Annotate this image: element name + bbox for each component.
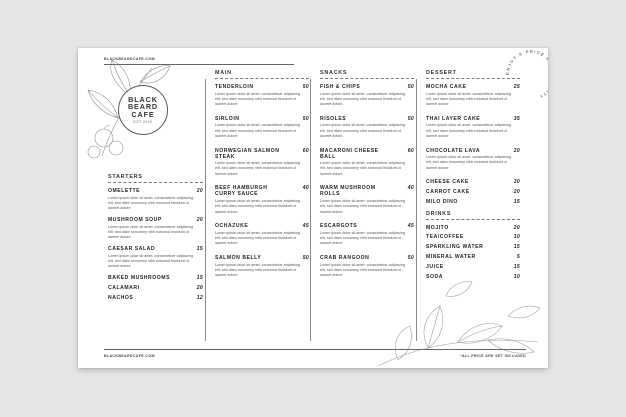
menu-sheet <box>78 48 558 368</box>
drinks-section <box>426 211 520 280</box>
snack-item <box>320 116 414 139</box>
snack-item <box>320 84 414 107</box>
logo-line-2: BEARD <box>127 102 159 112</box>
dessert-item <box>426 84 520 107</box>
main-item <box>215 255 309 278</box>
item-name: MACARONI CHEESE BALL <box>320 147 379 160</box>
item-price: 20 <box>196 216 203 223</box>
item-price: 40 <box>407 185 414 192</box>
item-name: MOJITO <box>426 224 449 231</box>
item-description: Lorem ipsum dolor sit amet, consectetuer adipiscing elit, sed diam nonummy nibh euismod tincidunt ut laoreet dolore <box>108 224 194 240</box>
item-price: 20 <box>513 224 520 231</box>
item-description: Lorem ipsum dolor sit amet, consectetuer adipiscing elit, sed diam nonummy nibh euismod tincidunt ut laoreet dolore <box>215 198 301 214</box>
drink-item <box>426 244 520 250</box>
item-name: CHEESE CAKE <box>426 179 469 186</box>
starter-item <box>108 246 203 269</box>
item-price: 45 <box>302 223 309 230</box>
item-name: JUICE <box>426 264 444 271</box>
snack-item <box>320 185 414 214</box>
dessert-item <box>426 148 520 171</box>
item-name: SALMON BELLY <box>215 254 262 261</box>
snack-item <box>320 148 414 177</box>
dessert-item <box>426 189 520 195</box>
main-section <box>215 70 309 287</box>
item-price: 35 <box>513 115 520 122</box>
starters-section <box>108 174 203 305</box>
item-name: MINERAL WATER <box>426 254 476 261</box>
item-name: CALAMARI <box>108 284 140 291</box>
item-description: Lorem ipsum dolor sit amet, consectetuer adipiscing elit, sed diam nonummy nibh euismod tincidunt ut laoreet dolore <box>108 253 194 269</box>
divider-3 <box>416 79 417 341</box>
item-name: CAESAR SALAD <box>108 245 156 252</box>
dessert-item <box>426 179 520 185</box>
cafe-logo <box>118 85 168 135</box>
main-item <box>215 116 309 139</box>
snacks-title: SNACKS <box>320 70 348 76</box>
starters-title: STARTERS <box>108 174 143 180</box>
circular-stamp-text: ENJOY & PRICE BEST QUALITY <box>504 48 558 100</box>
starter-item <box>108 188 203 211</box>
dessert-item <box>426 199 520 205</box>
item-price: 15 <box>513 198 520 205</box>
item-price: 10 <box>513 234 520 241</box>
divider-2 <box>310 79 311 341</box>
item-description: Lorem ipsum dolor sit amet, consectetuer adipiscing elit, sed diam nonummy nibh euismod tincidunt ut laoreet dolore <box>320 262 406 278</box>
item-price: 50 <box>302 115 309 122</box>
item-description: Lorem ipsum dolor sit amet, consectetuer adipiscing elit, sed diam nonummy nibh euismod tincidunt ut laoreet dolore <box>215 123 301 138</box>
dessert-drinks-column <box>426 70 520 284</box>
snack-item <box>320 223 414 246</box>
item-name: THAI LAYER CAKE <box>426 115 481 122</box>
item-price: 15 <box>513 244 520 251</box>
item-price: 50 <box>302 84 309 90</box>
item-name: WARM MUSHROOM ROLLS <box>320 185 376 198</box>
item-name: CRAB RANGOON <box>320 254 370 261</box>
item-price: 50 <box>407 84 414 90</box>
item-name: MUSHROOM SOUP <box>108 216 162 223</box>
divider-1 <box>205 79 206 341</box>
item-description: Lorem ipsum dolor sit amet, consectetuer adipiscing elit, sed diam nonummy nibh euismod tincidunt ut laoreet dolore <box>426 91 512 107</box>
item-name: BEEF HAMBURGH CURRY SAUCE <box>215 185 268 198</box>
starters-rule <box>108 182 203 183</box>
drink-item <box>426 225 520 231</box>
drink-item <box>426 274 520 280</box>
footer-website: BLACKBEARDCAFE.COM <box>104 354 155 358</box>
main-item <box>215 185 309 214</box>
starter-item <box>108 295 203 301</box>
item-price: 50 <box>407 254 414 261</box>
item-description: Lorem ipsum dolor sit amet, consectetuer adipiscing elit, sed diam nonummy nibh euismod tincidunt ut laoreet dolore <box>426 155 512 170</box>
item-price: 45 <box>407 223 414 230</box>
item-price: 60 <box>407 147 414 154</box>
starter-item <box>108 285 203 291</box>
item-name: RISOLES <box>320 115 347 122</box>
item-description: Lorem ipsum dolor sit amet, consectetuer adipiscing elit, sed diam nonummy nibh euismod tincidunt ut laoreet dolore <box>320 198 406 214</box>
item-price: 15 <box>196 274 203 281</box>
drink-item <box>426 234 520 240</box>
item-price: 50 <box>302 254 309 261</box>
item-name: SPARKLING WATER <box>426 244 484 251</box>
item-name: CHOCOLATE LAVA <box>426 147 481 154</box>
main-item <box>215 148 309 177</box>
item-name: BAKED MUSHROOMS <box>108 274 171 281</box>
item-name: MILO DINO <box>426 198 458 205</box>
item-price: 20 <box>513 188 520 195</box>
item-price: 5 <box>516 254 520 261</box>
main-item <box>215 84 309 107</box>
item-name: TEA/COFFEE <box>426 234 464 241</box>
item-price: 40 <box>302 185 309 192</box>
item-price: 12 <box>196 294 203 301</box>
item-description: Lorem ipsum dolor sit amet, consectetuer adipiscing elit, sed diam nonummy nibh euismod tincidunt ut laoreet dolore <box>215 230 301 246</box>
item-price: 20 <box>196 284 203 291</box>
footer-rule <box>104 349 526 350</box>
item-description: Lorem ipsum dolor sit amet, consectetuer adipiscing elit, sed diam nonummy nibh euismod tincidunt ut laoreet dolore <box>215 91 301 107</box>
main-rule <box>215 78 309 79</box>
item-description: Lorem ipsum dolor sit amet, consectetuer adipiscing elit, sed diam nonummy nibh euismod tincidunt ut laoreet dolore <box>320 230 406 246</box>
item-name: TENDERLOIN <box>215 84 254 90</box>
item-price: 25 <box>513 84 520 90</box>
logo-line-1: BLACK <box>128 94 158 104</box>
footer-note: *ALL PRICE ARE SET INCLUDED <box>460 354 526 358</box>
item-name: SIRLOIN <box>215 115 240 122</box>
item-name: FISH & CHIPS <box>320 84 361 90</box>
item-name: NACHOS <box>108 294 134 301</box>
dessert-rule <box>426 78 520 79</box>
starter-item <box>108 275 203 281</box>
item-name: CARROT CAKE <box>426 188 470 195</box>
drinks-rule <box>426 219 520 220</box>
drink-item <box>426 264 520 270</box>
dessert-item <box>426 116 520 139</box>
item-description: Lorem ipsum dolor sit amet, consectetuer adipiscing elit, sed diam nonummy nibh euismod tincidunt ut laoreet dolore <box>108 195 194 211</box>
item-description: Lorem ipsum dolor sit amet, consectetuer adipiscing elit, sed diam nonummy nibh euismod tincidunt ut laoreet dolore <box>215 262 301 278</box>
main-item <box>215 223 309 246</box>
header-website: BLACKBEARDCAFE.COM <box>104 57 155 61</box>
item-name: NORWEGIAN SALMON STEAK <box>215 147 280 160</box>
main-title: MAIN <box>215 70 232 76</box>
snacks-rule <box>320 78 414 79</box>
drinks-title: DRINKS <box>426 210 452 217</box>
item-price: 60 <box>302 147 309 154</box>
dessert-section <box>426 70 520 205</box>
item-name: SODA <box>426 273 443 280</box>
snacks-section <box>320 70 414 287</box>
item-description: Lorem ipsum dolor sit amet, consectetuer adipiscing elit, sed diam nonummy nibh euismod tincidunt ut laoreet dolore <box>426 123 512 138</box>
item-name: ESCARGOTS <box>320 223 358 230</box>
item-price: 30 <box>513 179 520 186</box>
item-price: 10 <box>513 273 520 280</box>
logo-established: EST 2020 <box>133 120 153 125</box>
header-rule <box>104 64 294 65</box>
item-price: 15 <box>513 264 520 271</box>
item-name: MOCHA CAKE <box>426 84 467 90</box>
item-price: 50 <box>407 115 414 122</box>
logo-line-3: CAFE <box>131 110 155 120</box>
drink-item <box>426 254 520 260</box>
item-price: 15 <box>196 245 203 252</box>
item-description: Lorem ipsum dolor sit amet, consectetuer adipiscing elit, sed diam nonummy nibh euismod tincidunt ut laoreet dolore <box>320 161 406 176</box>
item-name: OMELETTE <box>108 188 141 194</box>
item-name: OCHAZUKE <box>215 223 249 230</box>
snack-item <box>320 255 414 278</box>
item-description: Lorem ipsum dolor sit amet, consectetuer adipiscing elit, sed diam nonummy nibh euismod tincidunt ut laoreet dolore <box>320 91 406 107</box>
item-price: 20 <box>196 188 203 194</box>
item-description: Lorem ipsum dolor sit amet, consectetuer adipiscing elit, sed diam nonummy nibh euismod tincidunt ut laoreet dolore <box>215 161 301 176</box>
item-price: 20 <box>513 147 520 154</box>
item-description: Lorem ipsum dolor sit amet, consectetuer adipiscing elit, sed diam nonummy nibh euismod tincidunt ut laoreet dolore <box>320 123 406 138</box>
starter-item <box>108 217 203 240</box>
dessert-title: DESSERT <box>426 70 457 76</box>
